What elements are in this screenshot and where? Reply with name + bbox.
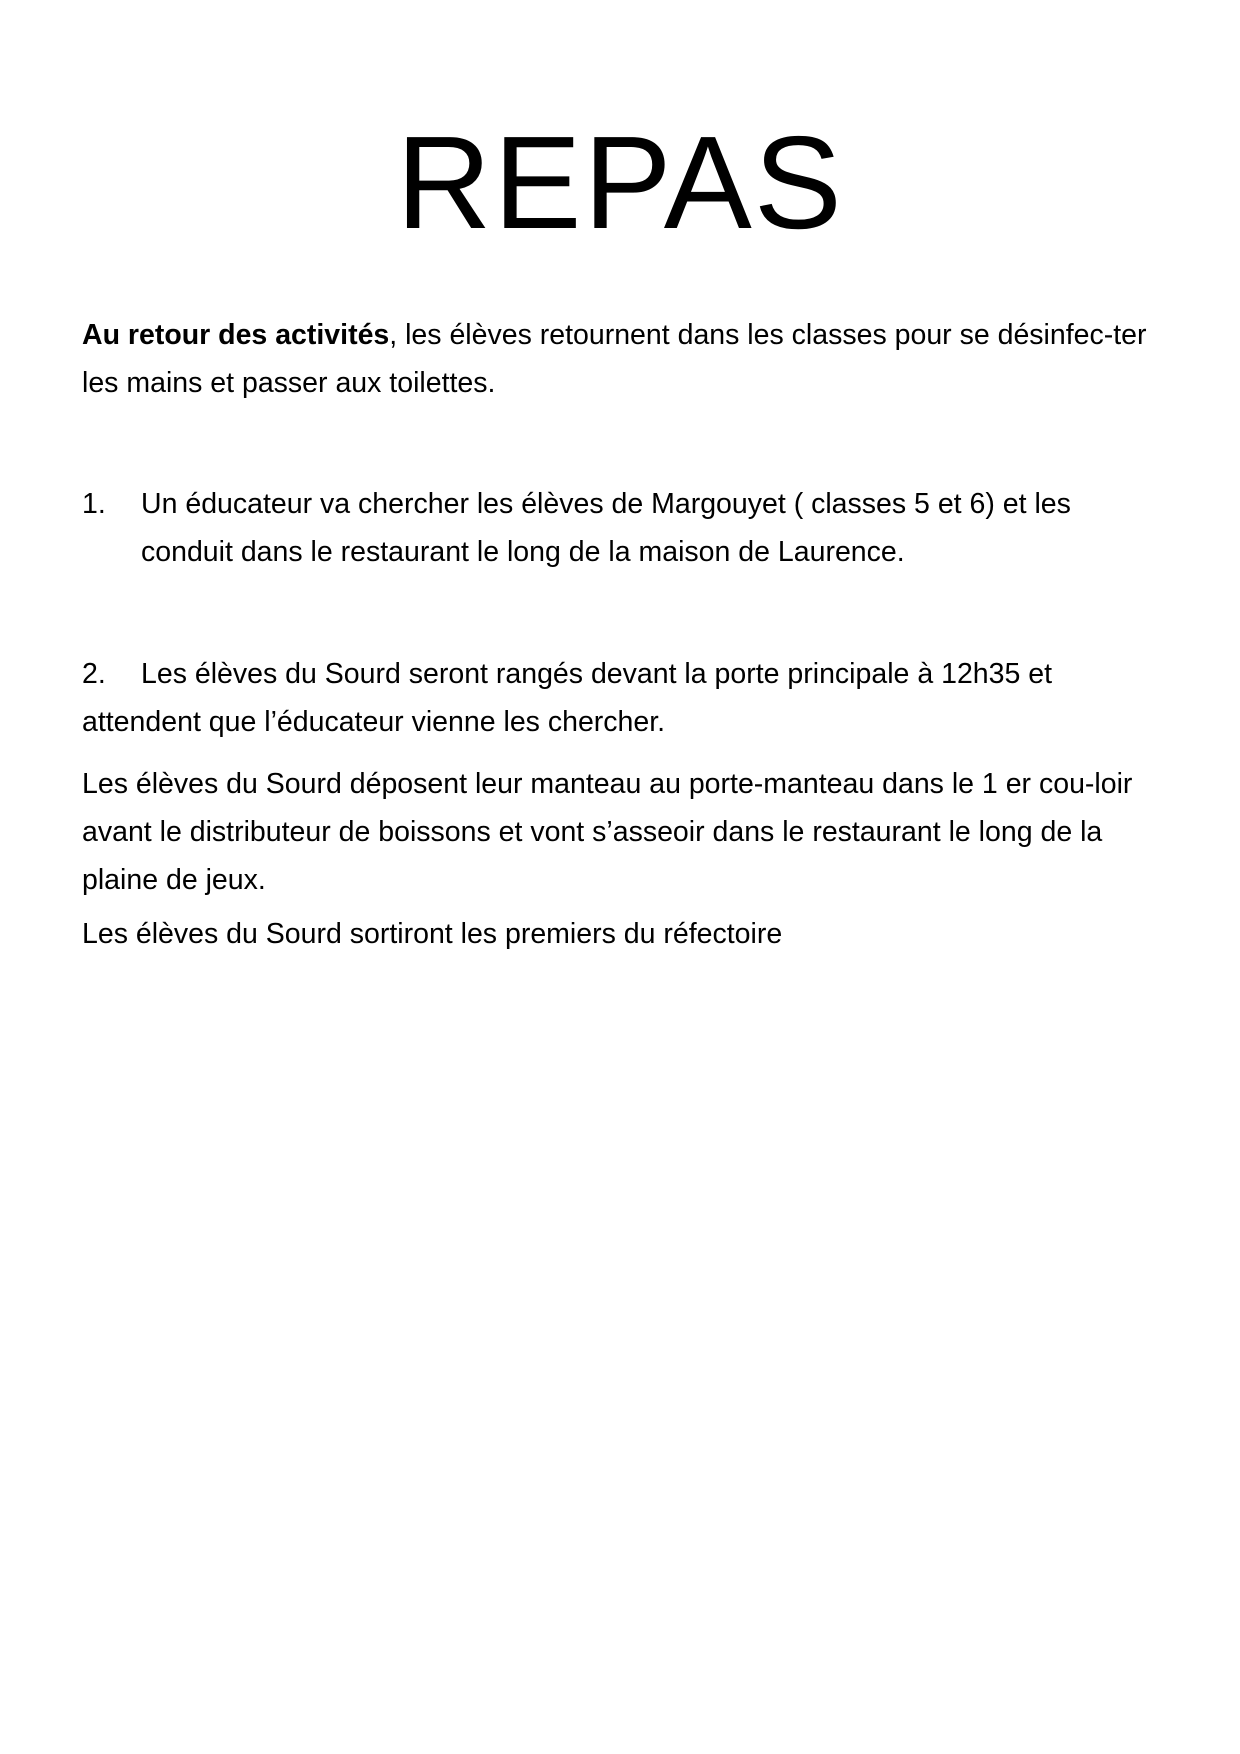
list-item-2-text: Les élèves du Sourd seront rangés devant la porte principale à 12h35 et attendent que l’éducateur vienne les chercher. [82, 658, 1053, 738]
intro-bold-lead: Au retour des activités [82, 319, 390, 351]
list-item-2 [82, 650, 1162, 746]
list-item-1-text: Un éducateur va chercher les élèves de Margouyet ( classes 5 et 6) et les conduit dans le restaurant le long de la maison de Laurence. [141, 488, 1071, 568]
coat-paragraph: Les élèves du Sourd déposent leur manteau au porte-manteau dans le 1 er cou-loir avant le distributeur de boissons et vont s’asseoir dans le restaurant le long de la plaine de jeux. [82, 768, 1133, 896]
intro-text: , les élèves retournent dans les classes pour se désinfec-ter les mains et passer aux toilettes. [82, 319, 1147, 399]
list-item-1-number: 1. [82, 488, 106, 520]
intro-paragraph [82, 311, 1162, 407]
list-item-2-number: 2. [82, 658, 106, 690]
page-title: REPAS [396, 109, 844, 256]
list-item-1 [82, 480, 1162, 576]
exit-paragraph: Les élèves du Sourd sortiront les premiers du réfectoire [82, 918, 783, 950]
